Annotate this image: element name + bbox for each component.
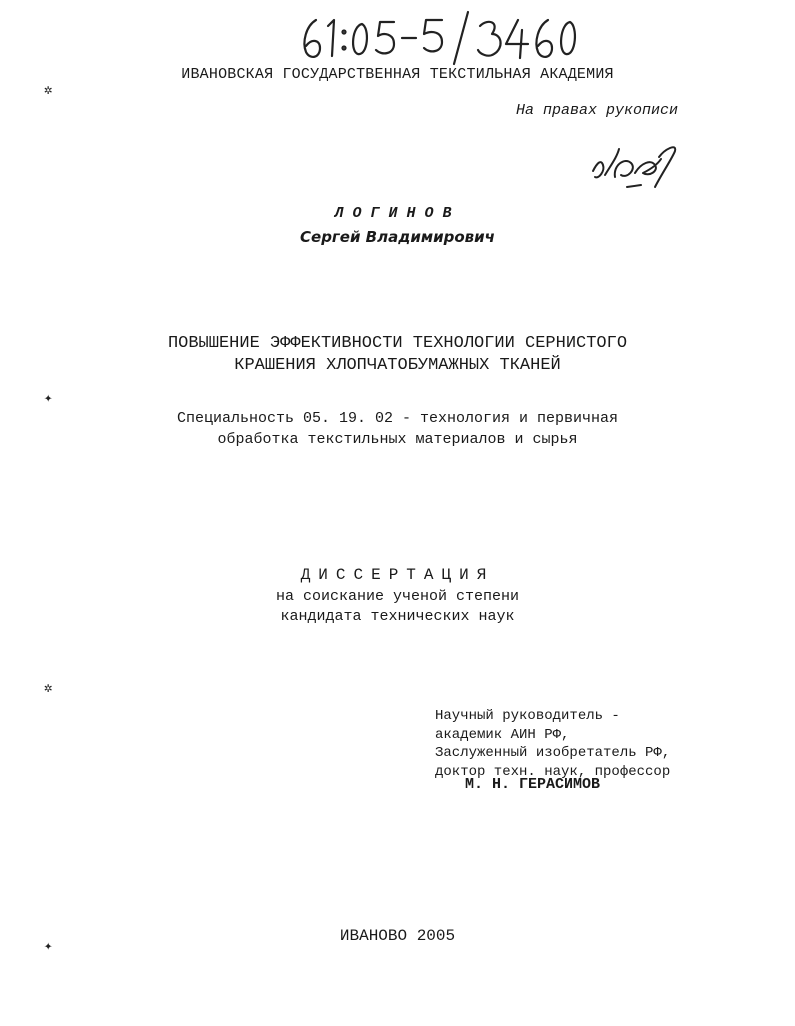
title-line: ПОВЫШЕНИЕ ЭФФЕКТИВНОСТИ ТЕХНОЛОГИИ СЕРНИСТОГО (167, 334, 628, 353)
specialty (0, 408, 795, 450)
advisor-line: академик АИН РФ, (435, 726, 570, 743)
dissertation-title (0, 333, 795, 377)
advisor-credentials (435, 707, 670, 781)
advisor-line: Заслуженный изобретатель РФ, (435, 745, 671, 761)
rights-note: На правах рукописи (516, 102, 679, 119)
work-type: ДИССЕРТАЦИЯ (300, 566, 495, 584)
signature (585, 135, 685, 195)
city-year: ИВАНОВО 2005 (339, 927, 456, 945)
degree-line: на соискание ученой степени (275, 588, 520, 605)
advisor-line: доктор техн. наук, профессор (435, 763, 671, 780)
title-line: КРАШЕНИЯ ХЛОПЧАТОБУМАЖНЫХ ТКАНЕЙ (234, 356, 561, 375)
author-surname: ЛОГИНОВ (334, 205, 461, 222)
advisor-line: Научный руководитель - (435, 708, 620, 724)
margin-mark: ✲ (44, 83, 53, 99)
organization-name: ИВАНОВСКАЯ ГОСУДАРСТВЕННАЯ ТЕКСТИЛЬНАЯ АКАДЕМИЯ (181, 66, 614, 83)
margin-mark: ✦ (44, 391, 53, 407)
margin-mark: ✲ (44, 681, 53, 697)
margin-mark: ✦ (44, 939, 53, 955)
handwritten-stamp (296, 8, 586, 68)
specialty-line: обработка текстильных материалов и сырья (217, 431, 578, 448)
degree-line: кандидата технических наук (280, 608, 515, 625)
author-first-name: Сергей Владимирович (300, 228, 495, 246)
specialty-line: Специальность 05. 19. 02 - технология и первичная (176, 410, 619, 427)
degree-sought (0, 587, 795, 627)
advisor-name: М. Н. ГЕРАСИМОВ (465, 776, 601, 793)
